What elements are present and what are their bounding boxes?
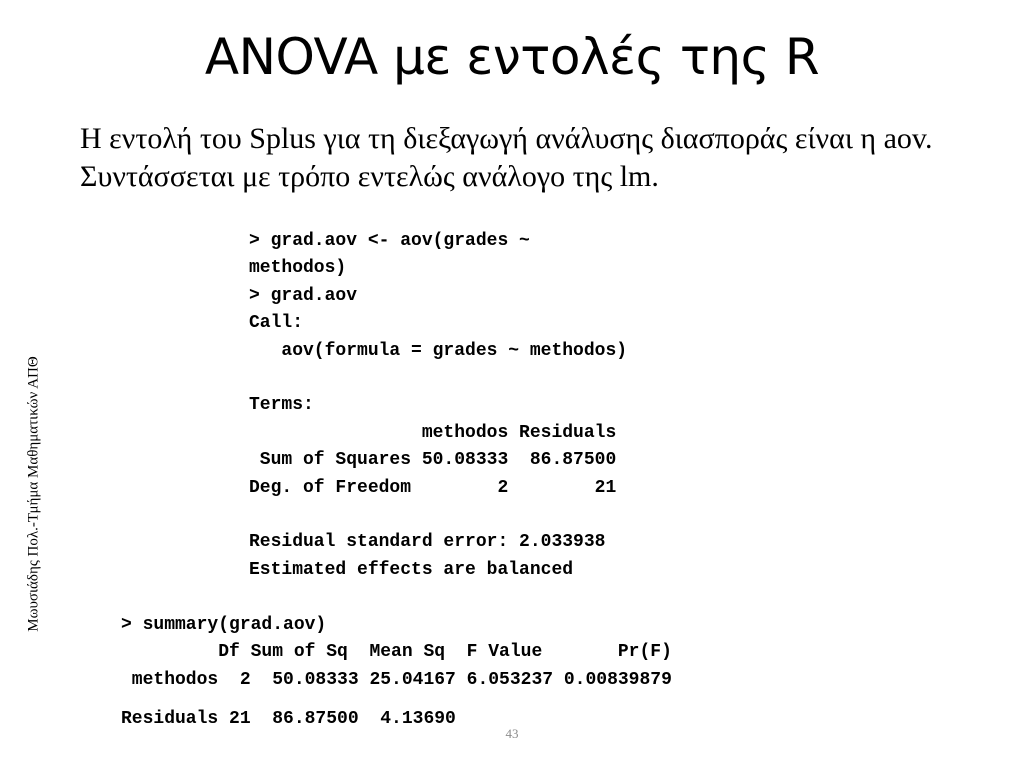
page-number: 43 <box>505 726 519 741</box>
code-line: Call: <box>249 313 304 334</box>
code-line: Residual standard error: 2.033938 <box>249 532 606 553</box>
aov-code-block <box>249 228 627 584</box>
slide-title: ANOVA με εντολές της R <box>204 28 820 86</box>
code-line: Deg. of Freedom 2 21 <box>249 477 617 498</box>
intro-paragraph: Η εντολή του Splus για τη διεξαγωγή ανάλυσης διασποράς είναι η aov. Συντάσσεται με τρόπο εντελώς ανάλογο της lm. <box>80 122 933 193</box>
code-line: aov(formula = grades ~ methodos) <box>249 340 628 361</box>
code-line: Sum of Squares 50.08333 86.87500 <box>249 450 617 471</box>
code-line: > grad.aov <box>249 285 358 306</box>
code-line: methodos 2 50.08333 25.04167 6.053237 0.00839879 <box>121 669 672 690</box>
code-line: > grad.aov <- aov(grades ~ <box>249 231 530 251</box>
code-line: methodos) <box>249 258 347 279</box>
side-credit: Μωυσιάδης Πολ.-Τμήμα Μαθηματικών ΑΠΘ <box>25 356 42 632</box>
code-line: Residuals 21 86.87500 4.13690 <box>121 709 456 729</box>
code-line: Terms: <box>249 395 314 416</box>
code-line: > summary(grad.aov) <box>121 615 327 635</box>
code-line: methodos Residuals <box>249 422 617 443</box>
code-line: Df Sum of Sq Mean Sq F Value Pr(F) <box>121 642 672 663</box>
code-line: Estimated effects are balanced <box>249 559 574 580</box>
summary-code-block <box>121 612 672 694</box>
residuals-code-line <box>121 706 456 733</box>
